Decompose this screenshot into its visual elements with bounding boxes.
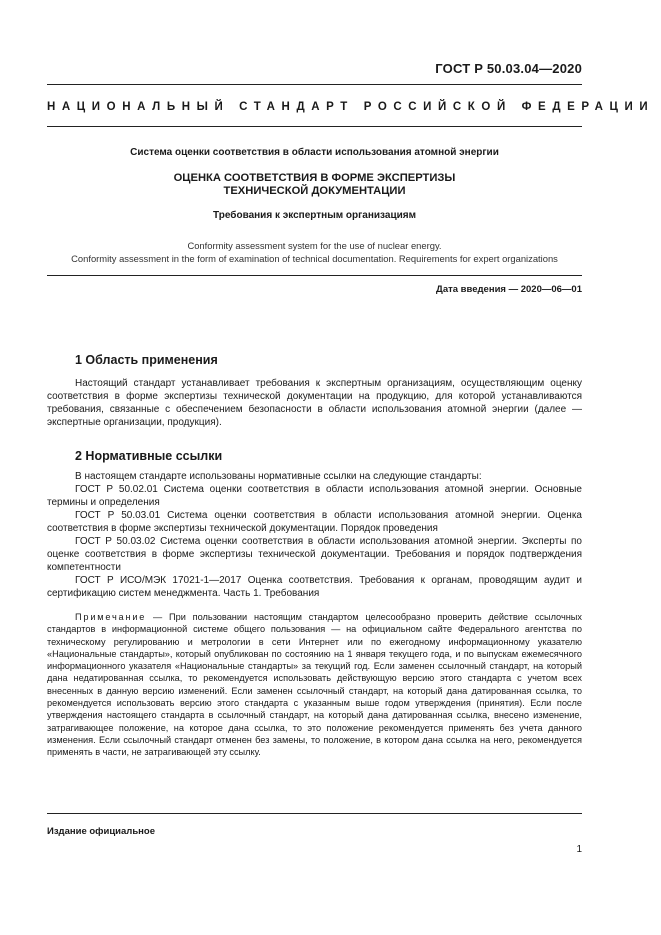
section-1-body <box>47 377 582 429</box>
page-number: 1 <box>576 844 582 855</box>
official-edition-label: Издание официальное <box>47 826 155 837</box>
english-title-line-2: Conformity assessment in the form of examination of technical documentation. Requirements for expert organizations <box>71 253 558 264</box>
english-title <box>47 239 582 265</box>
main-title-line-2: ТЕХНИЧЕСКОЙ ДОКУМЕНТАЦИИ <box>223 185 406 197</box>
reference-item: ГОСТ Р ИСО/МЭК 17021-1—2017 Оценка соответствия. Требования к органам, проводящим аудит и сертификацию систем менеджмента. Часть 1. Требования <box>47 575 582 599</box>
reference-item: ГОСТ Р 50.02.01 Система оценки соответствия в области использования атомной энергии. Основные термины и определения <box>47 484 582 508</box>
main-title-line-1: ОЦЕНКА СООТВЕТСТВИЯ В ФОРМЕ ЭКСПЕРТИЗЫ <box>173 172 456 184</box>
reference-item: ГОСТ Р 50.03.02 Система оценки соответствия в области использования атомной энергии. Эксперты по оценке соответствия в форме экспертизы технической документации. Требования и порядок подтверждения компетентности <box>47 536 582 573</box>
section-2-note <box>47 611 582 759</box>
section-2-body <box>47 470 582 600</box>
section-2-heading: 2 Нормативные ссылки <box>75 449 223 463</box>
reference-item: ГОСТ Р 50.03.01 Система оценки соответствия в области использования атомной энергии. Оценка соответствия в форме экспертизы технической документации. Порядок проведения <box>47 510 582 534</box>
national-standard-banner: НАЦИОНАЛЬНЫЙ СТАНДАРТ РОССИЙСКОЙ ФЕДЕРАЦИИ <box>47 101 655 113</box>
section-2-intro: В настоящем стандарте использованы нормативные ссылки на следующие стандарты: <box>75 471 482 482</box>
title-rule <box>47 275 582 276</box>
header-rule-bottom <box>47 126 582 127</box>
section-1-heading: 1 Область применения <box>75 353 218 367</box>
english-title-line-1: Conformity assessment system for the use of nuclear energy. <box>187 240 442 251</box>
system-title: Система оценки соответствия в области использования атомной энергии <box>130 147 499 158</box>
header-rule-top <box>47 84 582 85</box>
main-title <box>47 172 582 198</box>
introduction-date: Дата введения — 2020—06—01 <box>436 284 582 295</box>
note-label: Примечание <box>75 612 147 622</box>
subtitle-requirements: Требования к экспертным организациям <box>213 210 416 221</box>
note-paragraph <box>47 611 582 759</box>
section-1-paragraph: Настоящий стандарт устанавливает требования к экспертным организациям, осуществляющим оценку соответствия в форме экспертизы технической документации на продукцию, для которой устанавливаются требования, связанные с обеспечением безопасности в области использования атомной энергии (далее — экспертные организации, продукция). <box>47 378 582 428</box>
standard-code: ГОСТ Р 50.03.04—2020 <box>435 61 582 76</box>
footer-rule <box>47 813 582 814</box>
note-text: — При пользовании настоящим стандартом целесообразно проверить действие ссылочных стандартов в информационной системе общего пользования — на официальном сайте Федерального агентства по техническому регулированию и метрологии в сети Интернет или по ежегодному информационному указателю «Национальные стандарты», который опубликован по состоянию на 1 января текущего года, и по выпускам ежемесячного информационного указателя «Национальные стандарты» за текущий год. Если заменен ссылочный стандарт, на который дана недатированная ссылка, то рекомендуется использовать действующую версию этого стандарта с учетом всех внесенных в данную версию изменений. Если заменен ссылочный стандарт, на который дана датированная ссылка, то рекомендуется использовать версию этого стандарта с указанным выше годом утверждения (принятия). Если после утверждения настоящего стандарта в ссылочный стандарт, на который дана датированная ссылка, внесено изменение, затрагивающее положение, на которое дана ссылка, то это положение рекомендуется применять без учета данного изменения. Если ссылочный стандарт отменен без замены, то положение, в котором дана ссылка на него, рекомендуется применять в части, не затрагивающей эту ссылку. <box>47 612 582 758</box>
